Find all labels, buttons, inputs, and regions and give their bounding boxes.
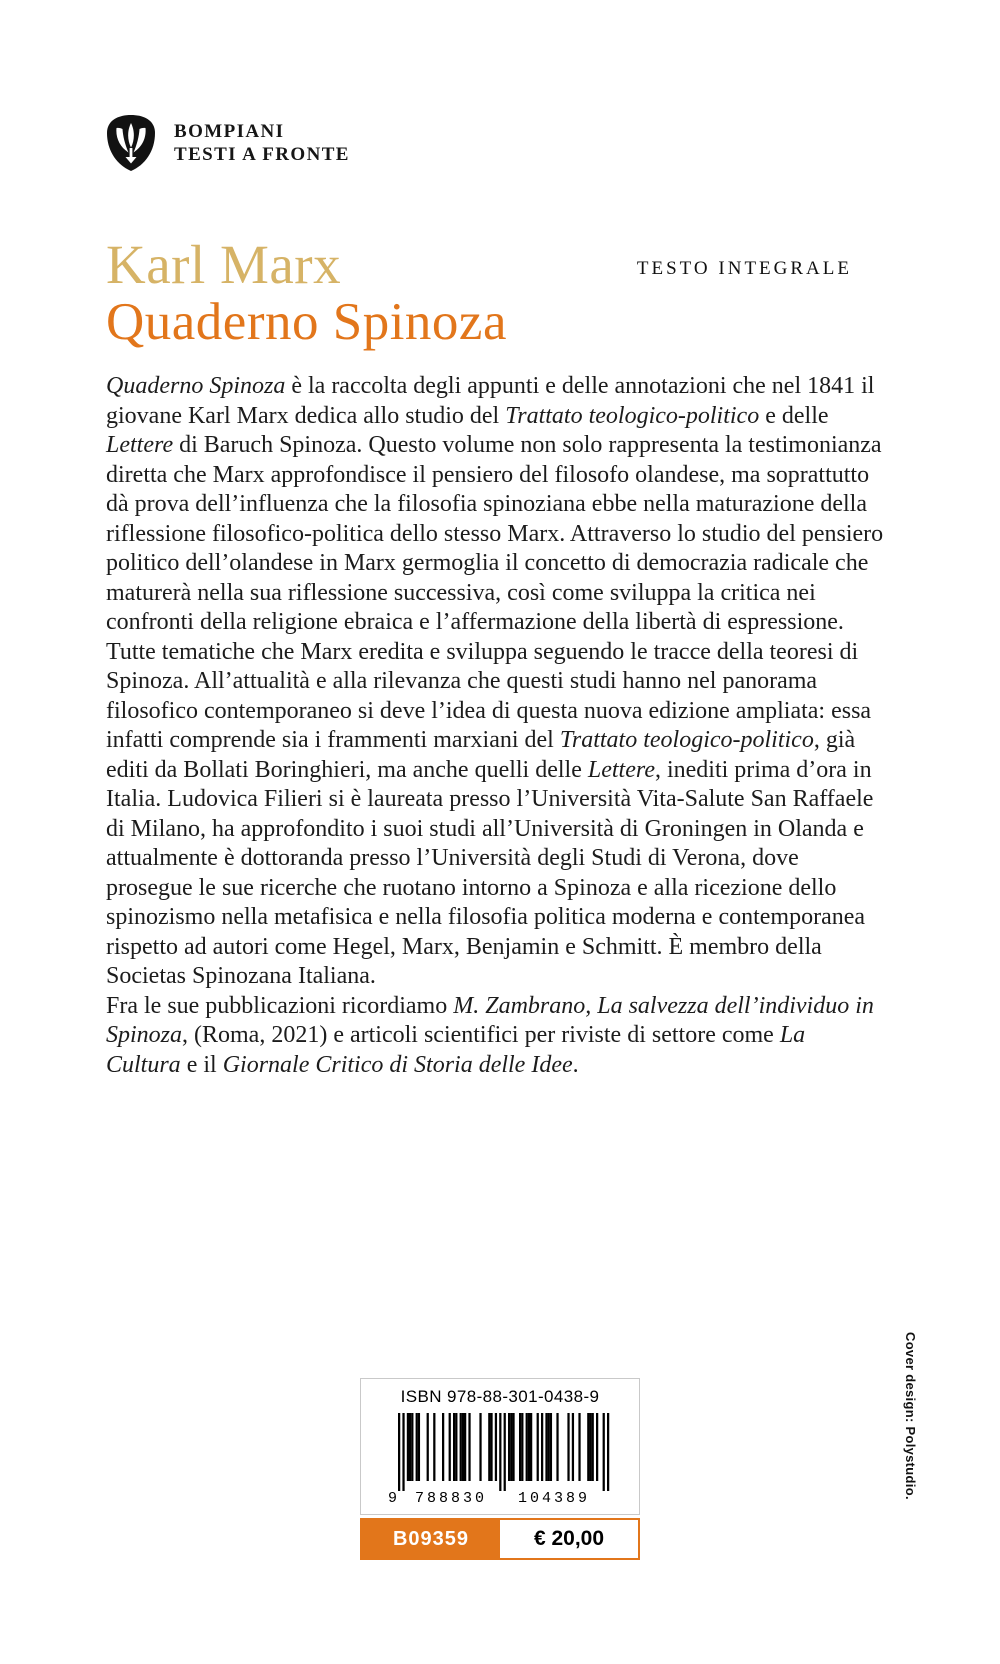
- edition-note: TESTO INTEGRALE: [636, 258, 852, 279]
- author-name: Karl Marx: [106, 234, 342, 295]
- isbn-label: ISBN 978-88-301-0438-9: [400, 1387, 600, 1406]
- book-title: Quaderno Spinoza: [106, 293, 507, 351]
- publisher-text: [174, 120, 350, 166]
- barcode-bars: [398, 1413, 609, 1491]
- publisher-logo: [104, 114, 350, 172]
- text-run: Quaderno Spinoza: [106, 373, 286, 399]
- body-paragraph: [106, 992, 884, 1081]
- text-run: Fra le sue pubblicazioni ricordiamo: [106, 992, 454, 1019]
- body-paragraph: [106, 372, 884, 992]
- text-run: Giornale Critico di Storia delle Idee: [222, 1051, 573, 1078]
- text-run: Trattato teologico-politico: [559, 727, 814, 753]
- text-run: , (Roma, 2021) e articoli scientifici per riviste di settore come: [182, 1022, 780, 1048]
- barcode: [382, 1411, 618, 1505]
- text-run: è la raccolta degli appunti e delle annotazioni che nel 1841 il giovane Karl Marx dedica allo studio del: [106, 373, 875, 429]
- barcode-digit-left: 788830: [414, 1490, 488, 1505]
- barcode-digit-lead: 9: [388, 1490, 401, 1505]
- barcode-digit-right: 104389: [517, 1490, 591, 1505]
- text-run: Lettere: [587, 756, 655, 783]
- price: € 20,00: [500, 1520, 638, 1558]
- series-name: TESTI A FRONTE: [174, 144, 350, 165]
- text-run: , inediti prima d’ora in Italia. Ludovica Filieri si è laureata presso l’Università Vita-Salute San Raffaele di Milano, ha approfondito i suoi studi all’Università di Groningen in Olanda e attualmente è dottoranda presso l’Università degli Studi di Verona, dove prosegue le sue ricerche che ruotano intorno a Spinoza e alla ricezione dello spinozismo nella metafisica e nella filosofia politica moderna e contemporanea rispetto ad autori come Hegel, Marx, Benjamin e Schmitt. È membro della Societas Spinozana Italiana.: [106, 756, 874, 989]
- text-run: Trattato teologico-politico: [505, 402, 760, 429]
- text-run: Lettere: [106, 432, 174, 458]
- publisher-name: BOMPIANI: [174, 121, 285, 142]
- body-text: [106, 372, 884, 1080]
- barcode-box: [360, 1378, 640, 1515]
- text-run: , già editi da Bollati Boringhieri, ma anche quelli delle: [106, 727, 856, 783]
- text-run: .: [572, 1051, 579, 1078]
- cover-design-credit: Cover design: Polystudio.: [903, 1332, 918, 1500]
- text-run: La Cultura: [106, 1022, 806, 1078]
- text-run: di Baruch Spinoza. Questo volume non solo rappresenta la testimonianza diretta che Marx approfondisce il pensiero del filosofo olandese, ma soprattutto dà prova dell’influenza che la filosofia spinoziana ebbe nella maturazione della riflessione filosofico-politica dello stesso Marx. Attraverso lo studio del pensiero politico dell’olandese in Marx germoglia il concetto di democrazia radicale che maturerà nella sua riflessione successiva, così come sviluppa la critica nei confronti della religione ebraica e l’affermazione della libertà di espressione. Tutte tematiche che Marx eredita e sviluppa seguendo le tracce della teoresi di Spinoza. All’attualità e alla rilevanza che questi studi hanno nel panorama filosofico contemporaneo si deve l’idea di questa nuova edizione ampliata: essa infatti comprende sia i frammenti marxiani del: [106, 432, 884, 753]
- text-run: e delle: [759, 402, 829, 429]
- text-run: M. Zambrano, La salvezza dell’individuo in Spinoza: [106, 992, 874, 1048]
- text-run: e il: [180, 1051, 223, 1078]
- product-code: B09359: [362, 1520, 500, 1558]
- bompiani-flower-icon: [104, 114, 158, 172]
- price-row: [360, 1518, 640, 1560]
